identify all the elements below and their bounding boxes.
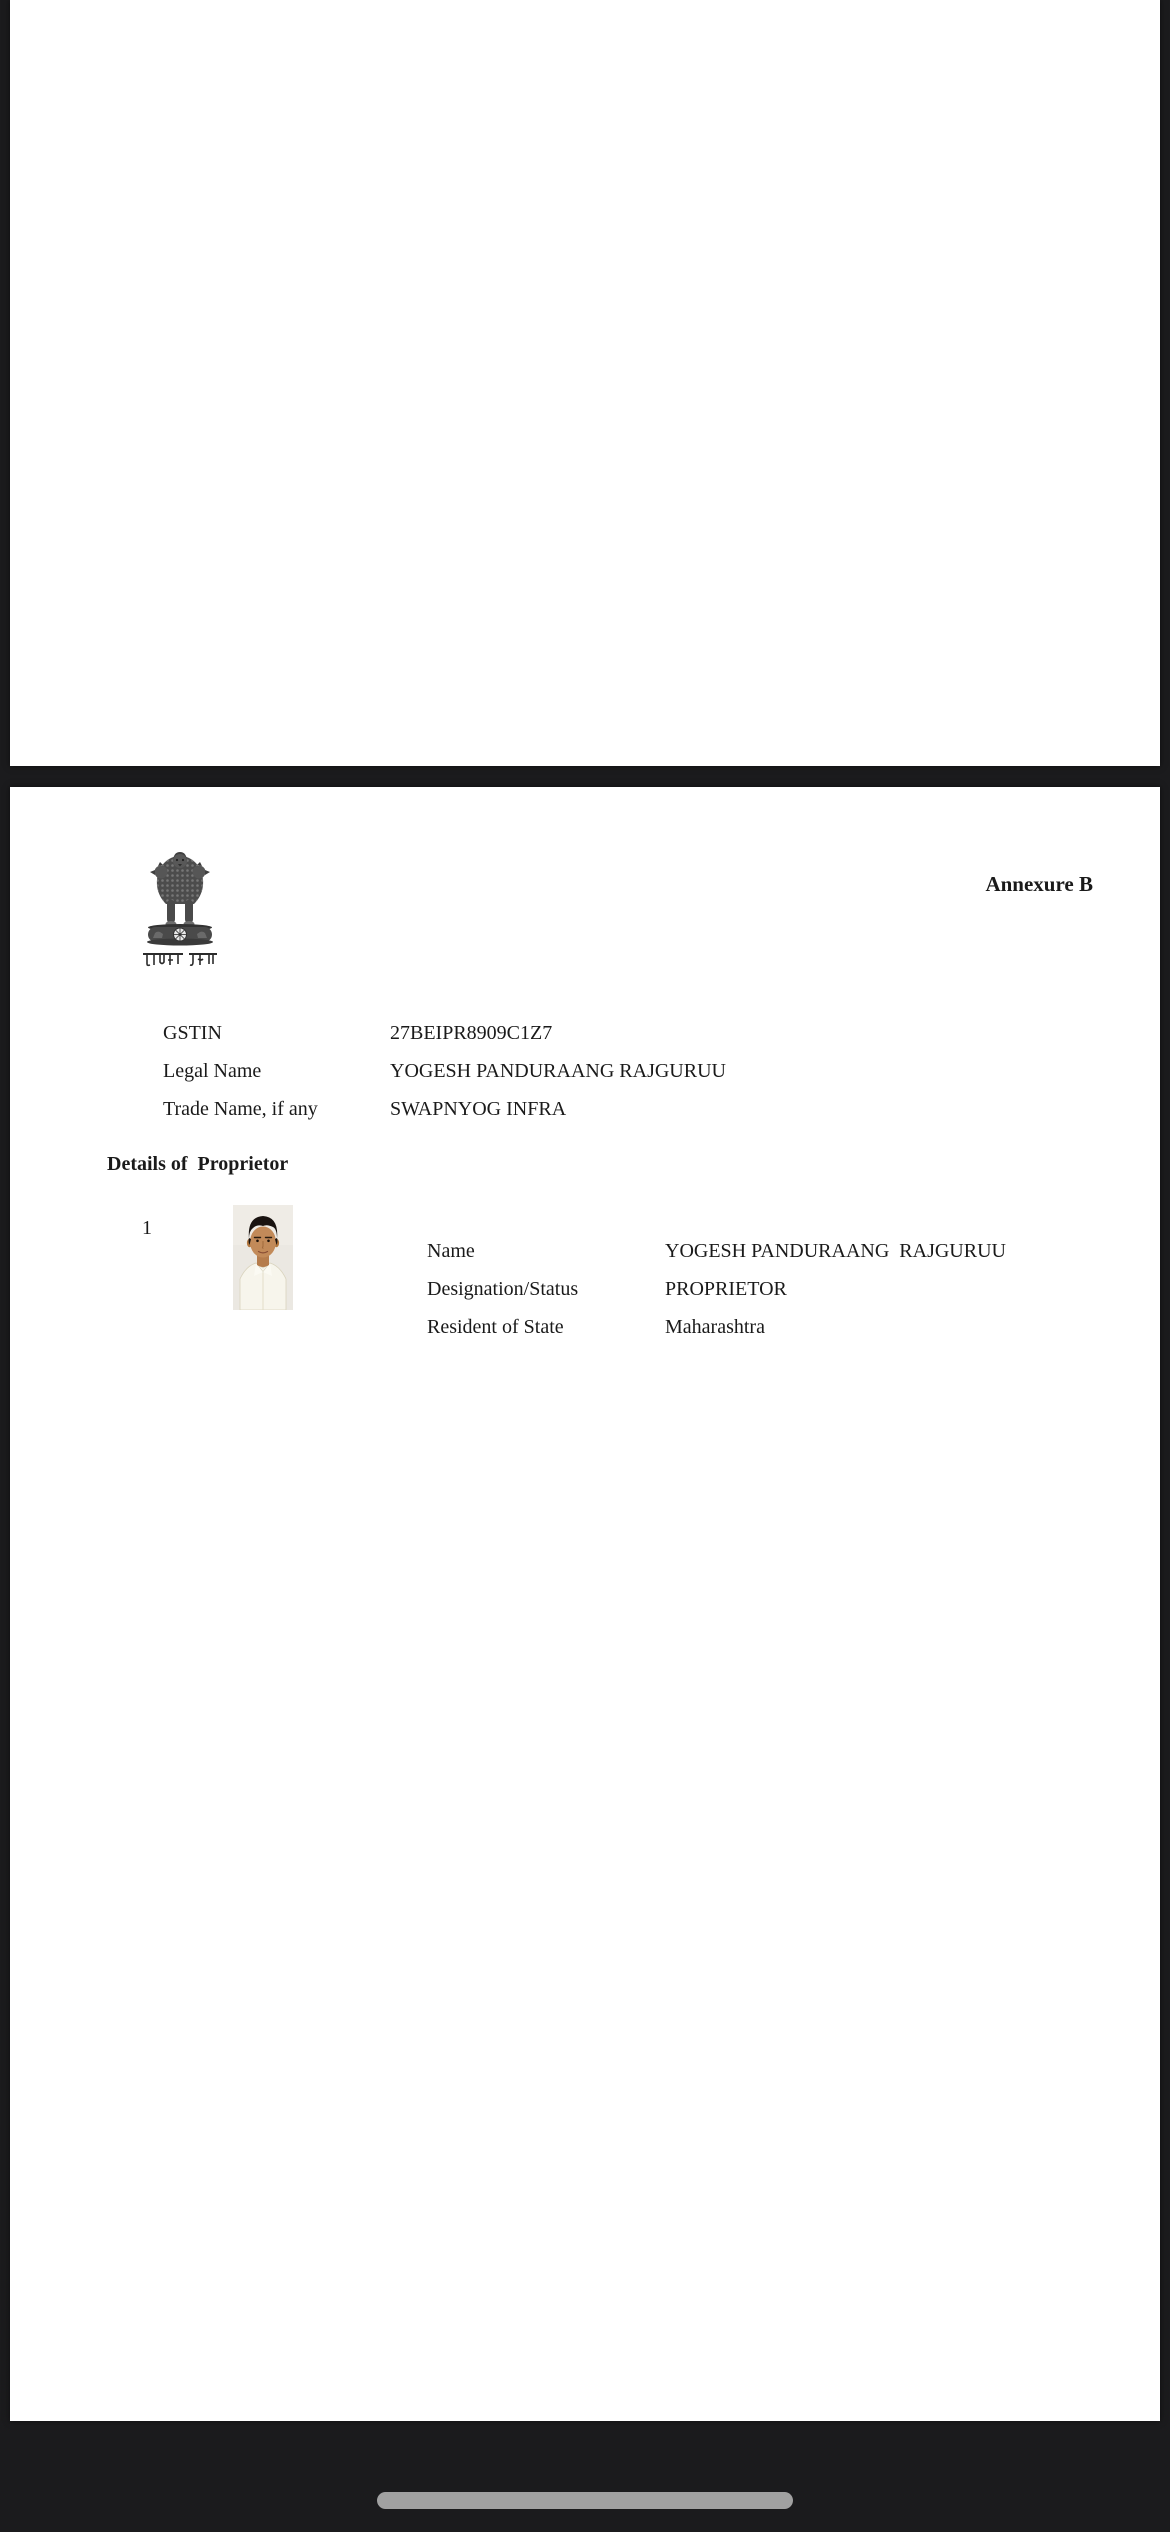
- home-indicator[interactable]: [377, 2492, 793, 2509]
- proprietor-photo: [233, 1205, 293, 1310]
- pdf-page-annexure-b: [10, 787, 1160, 2421]
- field-row-trade-name: [133, 1070, 566, 1148]
- national-emblem-icon: [140, 848, 220, 948]
- gstin-label: GSTIN: [163, 1022, 222, 1044]
- details-of-proprietor-heading: Details of Proprietor: [107, 1153, 289, 1175]
- trade-name-value: SWAPNYOG INFRA: [390, 1098, 567, 1120]
- prop-row-resident-state: [397, 1288, 765, 1366]
- proprietor-serial-number: 1: [142, 1217, 152, 1239]
- resident-state-value: Maharashtra: [665, 1316, 765, 1338]
- gstin-value: 27BEIPR8909C1Z7: [390, 1022, 553, 1044]
- legal-name-value: YOGESH PANDURAANG RAJGURUU: [390, 1060, 726, 1082]
- designation-label: Designation/Status: [427, 1278, 579, 1300]
- name-label: Name: [427, 1240, 475, 1262]
- annexure-title: Annexure B: [985, 872, 1093, 896]
- trade-name-label: Trade Name, if any: [163, 1098, 318, 1120]
- pdf-page-previous: [10, 0, 1160, 766]
- legal-name-label: Legal Name: [163, 1060, 262, 1082]
- resident-state-label: Resident of State: [427, 1316, 564, 1338]
- name-value: YOGESH PANDURAANG RAJGURUU: [665, 1240, 1006, 1262]
- designation-value: PROPRIETOR: [665, 1278, 787, 1300]
- satyameva-jayate-motto: [142, 951, 218, 968]
